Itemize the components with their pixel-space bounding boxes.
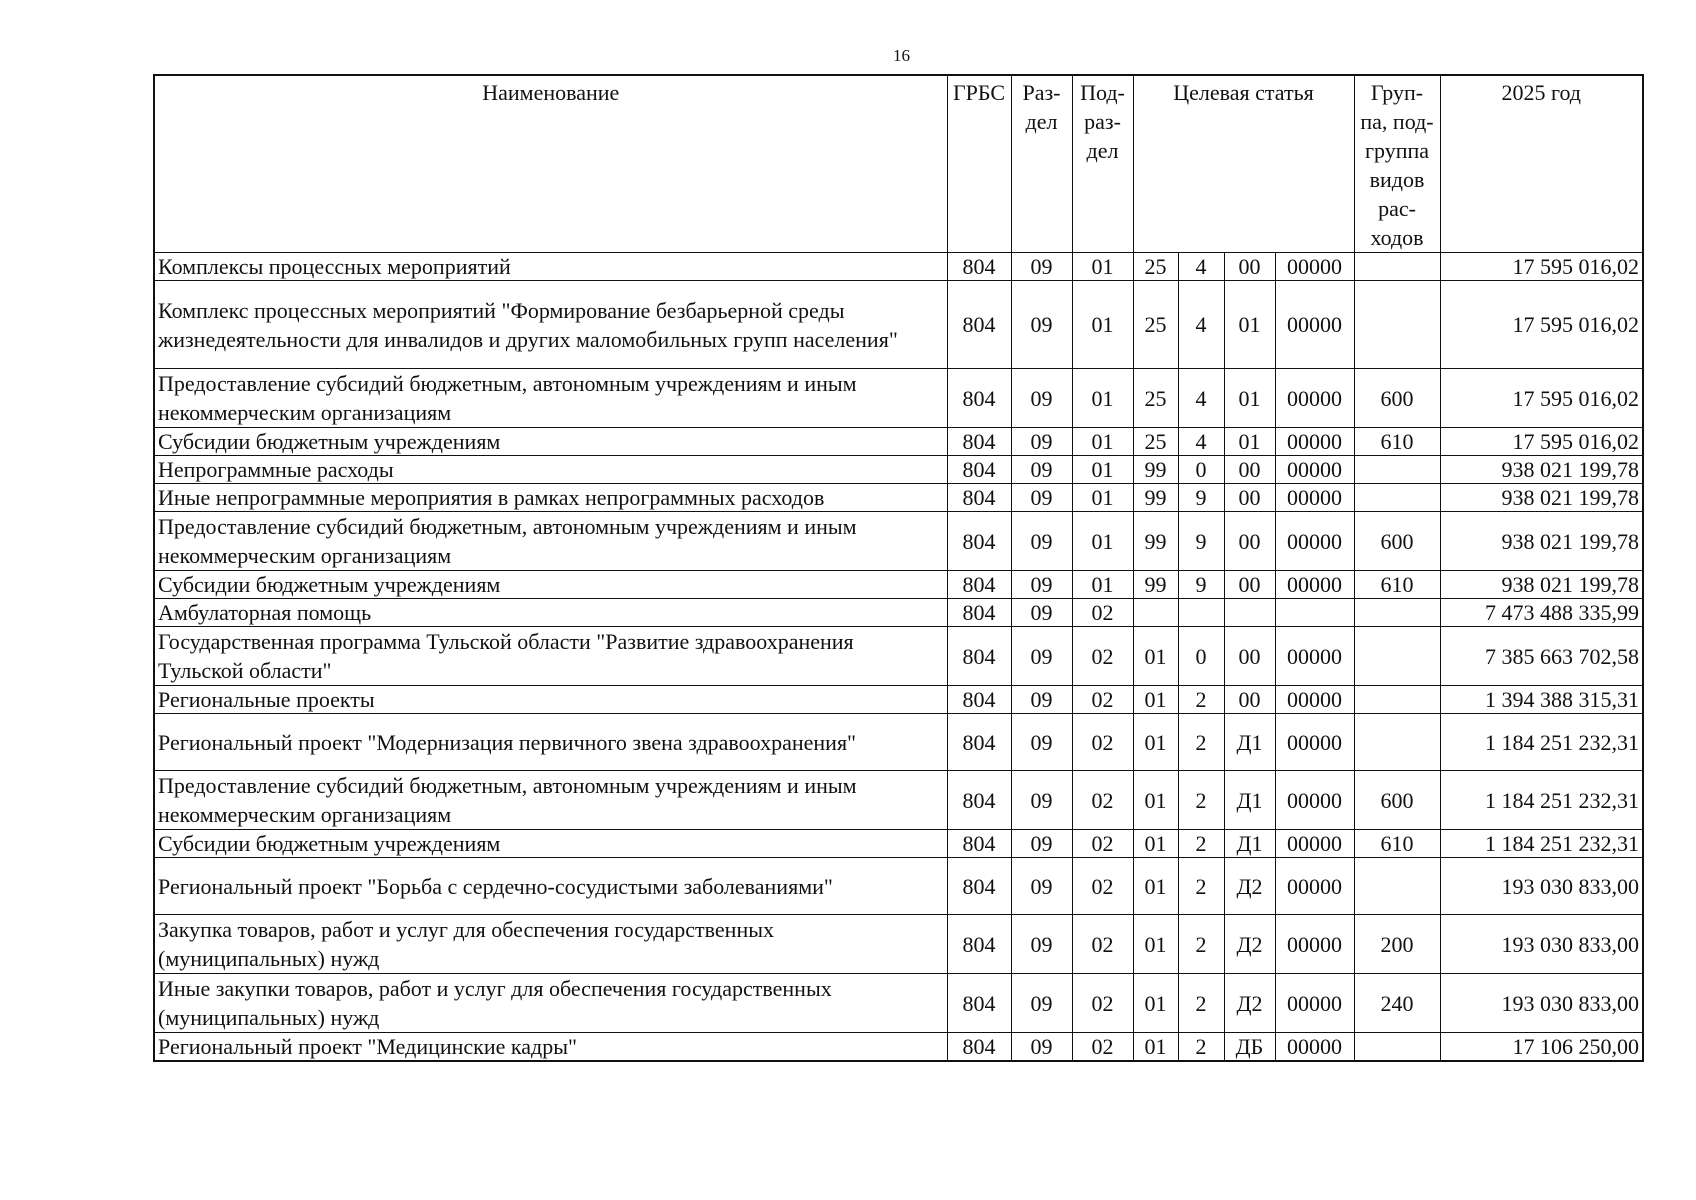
cell-grbs: 804 (947, 830, 1011, 858)
cell-amount-2025: 17 595 016,02 (1440, 253, 1643, 281)
cell-expense-group (1354, 484, 1440, 512)
header-grbs: ГРБС (947, 75, 1011, 253)
cell-podrazdel: 02 (1072, 1033, 1133, 1062)
header-year-2025: 2025 год (1440, 75, 1643, 253)
cell-podrazdel: 02 (1072, 627, 1133, 686)
cell-name: Иные закупки товаров, работ и услуг для обеспечения государственных (муниципальных) нужд (154, 974, 947, 1033)
cell-grbs: 804 (947, 627, 1011, 686)
cell-target-direction: 00000 (1275, 281, 1354, 369)
cell-razdel: 09 (1011, 484, 1072, 512)
header-podrazdel: Под- раз- дел (1072, 75, 1133, 253)
cell-target-direction: 00000 (1275, 253, 1354, 281)
cell-target-event (1224, 599, 1275, 627)
header-name: Наименование (154, 75, 947, 253)
cell-target-program: 01 (1133, 974, 1178, 1033)
cell-podrazdel: 01 (1072, 428, 1133, 456)
cell-target-type: 2 (1178, 1033, 1224, 1062)
cell-expense-group: 200 (1354, 915, 1440, 974)
cell-target-type: 9 (1178, 571, 1224, 599)
cell-amount-2025: 938 021 199,78 (1440, 456, 1643, 484)
cell-expense-group (1354, 456, 1440, 484)
table-row (154, 627, 1643, 686)
cell-target-type: 2 (1178, 858, 1224, 915)
cell-target-direction: 00000 (1275, 428, 1354, 456)
cell-expense-group: 610 (1354, 428, 1440, 456)
cell-target-direction: 00000 (1275, 627, 1354, 686)
cell-target-type: 9 (1178, 512, 1224, 571)
cell-target-direction: 00000 (1275, 512, 1354, 571)
cell-grbs: 804 (947, 369, 1011, 428)
cell-amount-2025: 17 595 016,02 (1440, 281, 1643, 369)
table-row (154, 714, 1643, 771)
cell-grbs: 804 (947, 599, 1011, 627)
cell-amount-2025: 1 394 388 315,31 (1440, 686, 1643, 714)
cell-name: Региональный проект "Модернизация первичного звена здравоохранения" (154, 714, 947, 771)
cell-name: Субсидии бюджетным учреждениям (154, 830, 947, 858)
cell-podrazdel: 02 (1072, 771, 1133, 830)
cell-podrazdel: 02 (1072, 714, 1133, 771)
cell-name: Иные непрограммные мероприятия в рамках непрограммных расходов (154, 484, 947, 512)
cell-target-type: 4 (1178, 369, 1224, 428)
cell-target-type: 4 (1178, 428, 1224, 456)
cell-razdel: 09 (1011, 456, 1072, 484)
cell-target-type: 9 (1178, 484, 1224, 512)
table-row (154, 428, 1643, 456)
cell-target-event: Д1 (1224, 714, 1275, 771)
cell-podrazdel: 01 (1072, 512, 1133, 571)
cell-target-event: 00 (1224, 456, 1275, 484)
cell-target-program: 01 (1133, 1033, 1178, 1062)
cell-amount-2025: 938 021 199,78 (1440, 484, 1643, 512)
cell-expense-group (1354, 1033, 1440, 1062)
cell-expense-group (1354, 281, 1440, 369)
cell-target-event: 00 (1224, 627, 1275, 686)
cell-amount-2025: 193 030 833,00 (1440, 858, 1643, 915)
cell-target-direction: 00000 (1275, 858, 1354, 915)
cell-target-direction: 00000 (1275, 830, 1354, 858)
cell-podrazdel: 01 (1072, 571, 1133, 599)
cell-razdel: 09 (1011, 1033, 1072, 1062)
table-row (154, 858, 1643, 915)
cell-target-event: Д1 (1224, 830, 1275, 858)
cell-podrazdel: 01 (1072, 456, 1133, 484)
cell-amount-2025: 17 106 250,00 (1440, 1033, 1643, 1062)
cell-name: Комплекс процессных мероприятий "Формирование безбарьерной среды жизнедеятельности для инвалидов и других маломобильных групп населения" (154, 281, 947, 369)
cell-target-event: ДБ (1224, 1033, 1275, 1062)
table-row (154, 484, 1643, 512)
cell-target-direction (1275, 599, 1354, 627)
cell-grbs: 804 (947, 686, 1011, 714)
cell-target-program: 99 (1133, 456, 1178, 484)
cell-target-program: 25 (1133, 369, 1178, 428)
cell-target-type: 0 (1178, 627, 1224, 686)
header-expense-group: Груп- па, под- группа видов рас- ходов (1354, 75, 1440, 253)
cell-name: Региональный проект "Медицинские кадры" (154, 1033, 947, 1062)
table-body (154, 253, 1643, 1062)
cell-grbs: 804 (947, 484, 1011, 512)
cell-target-event: 01 (1224, 281, 1275, 369)
cell-expense-group: 600 (1354, 369, 1440, 428)
cell-target-type: 4 (1178, 281, 1224, 369)
cell-target-type: 2 (1178, 830, 1224, 858)
cell-target-program: 99 (1133, 512, 1178, 571)
cell-target-direction: 00000 (1275, 571, 1354, 599)
cell-target-direction: 00000 (1275, 1033, 1354, 1062)
cell-target-type: 2 (1178, 714, 1224, 771)
table-row (154, 686, 1643, 714)
cell-razdel: 09 (1011, 627, 1072, 686)
cell-grbs: 804 (947, 428, 1011, 456)
cell-amount-2025: 193 030 833,00 (1440, 974, 1643, 1033)
cell-target-type: 2 (1178, 686, 1224, 714)
cell-target-direction: 00000 (1275, 484, 1354, 512)
cell-grbs: 804 (947, 571, 1011, 599)
cell-expense-group (1354, 858, 1440, 915)
table-row (154, 915, 1643, 974)
cell-podrazdel: 02 (1072, 858, 1133, 915)
cell-grbs: 804 (947, 771, 1011, 830)
cell-name: Предоставление субсидий бюджетным, автономным учреждениям и иным некоммерческим организациям (154, 512, 947, 571)
cell-target-program: 99 (1133, 484, 1178, 512)
cell-podrazdel: 02 (1072, 686, 1133, 714)
cell-amount-2025: 938 021 199,78 (1440, 512, 1643, 571)
cell-expense-group (1354, 599, 1440, 627)
table-row (154, 599, 1643, 627)
cell-target-event: Д2 (1224, 974, 1275, 1033)
table-row (154, 1033, 1643, 1062)
cell-amount-2025: 938 021 199,78 (1440, 571, 1643, 599)
cell-grbs: 804 (947, 512, 1011, 571)
table-row (154, 369, 1643, 428)
cell-grbs: 804 (947, 858, 1011, 915)
cell-expense-group: 600 (1354, 771, 1440, 830)
cell-amount-2025: 17 595 016,02 (1440, 369, 1643, 428)
cell-razdel: 09 (1011, 771, 1072, 830)
cell-name: Государственная программа Тульской области "Развитие здравоохранения Тульской области" (154, 627, 947, 686)
cell-grbs: 804 (947, 1033, 1011, 1062)
cell-razdel: 09 (1011, 281, 1072, 369)
table-row (154, 974, 1643, 1033)
cell-target-direction: 00000 (1275, 456, 1354, 484)
table-row (154, 456, 1643, 484)
cell-target-event: 00 (1224, 253, 1275, 281)
cell-grbs: 804 (947, 253, 1011, 281)
cell-razdel: 09 (1011, 830, 1072, 858)
cell-name: Предоставление субсидий бюджетным, автономным учреждениям и иным некоммерческим организациям (154, 771, 947, 830)
cell-grbs: 804 (947, 714, 1011, 771)
cell-razdel: 09 (1011, 686, 1072, 714)
cell-target-program: 01 (1133, 686, 1178, 714)
cell-expense-group: 600 (1354, 512, 1440, 571)
cell-razdel: 09 (1011, 714, 1072, 771)
cell-expense-group (1354, 253, 1440, 281)
cell-target-program: 25 (1133, 281, 1178, 369)
cell-target-program: 01 (1133, 830, 1178, 858)
cell-podrazdel: 02 (1072, 915, 1133, 974)
cell-name: Предоставление субсидий бюджетным, автономным учреждениям и иным некоммерческим организациям (154, 369, 947, 428)
cell-target-direction: 00000 (1275, 771, 1354, 830)
header-row (154, 75, 1643, 253)
table-row (154, 830, 1643, 858)
header-razdel: Раз- дел (1011, 75, 1072, 253)
cell-target-type: 2 (1178, 771, 1224, 830)
cell-target-event: 00 (1224, 686, 1275, 714)
cell-grbs: 804 (947, 974, 1011, 1033)
cell-name: Закупка товаров, работ и услуг для обеспечения государственных (муниципальных) нужд (154, 915, 947, 974)
cell-razdel: 09 (1011, 974, 1072, 1033)
cell-target-type: 2 (1178, 974, 1224, 1033)
cell-target-direction: 00000 (1275, 714, 1354, 771)
cell-expense-group: 610 (1354, 830, 1440, 858)
cell-amount-2025: 7 473 488 335,99 (1440, 599, 1643, 627)
table-row (154, 253, 1643, 281)
cell-target-type (1178, 599, 1224, 627)
cell-name: Субсидии бюджетным учреждениям (154, 428, 947, 456)
table-row (154, 571, 1643, 599)
cell-target-type: 2 (1178, 915, 1224, 974)
cell-expense-group (1354, 686, 1440, 714)
cell-grbs: 804 (947, 915, 1011, 974)
cell-amount-2025: 1 184 251 232,31 (1440, 771, 1643, 830)
cell-amount-2025: 1 184 251 232,31 (1440, 714, 1643, 771)
cell-target-direction: 00000 (1275, 686, 1354, 714)
cell-razdel: 09 (1011, 253, 1072, 281)
cell-podrazdel: 01 (1072, 484, 1133, 512)
cell-razdel: 09 (1011, 428, 1072, 456)
cell-target-program: 01 (1133, 714, 1178, 771)
cell-target-direction: 00000 (1275, 369, 1354, 428)
cell-target-direction: 00000 (1275, 915, 1354, 974)
cell-amount-2025: 17 595 016,02 (1440, 428, 1643, 456)
cell-podrazdel: 02 (1072, 974, 1133, 1033)
cell-target-program: 99 (1133, 571, 1178, 599)
budget-table (153, 74, 1644, 1062)
cell-name: Непрограммные расходы (154, 456, 947, 484)
cell-target-event: Д2 (1224, 915, 1275, 974)
cell-target-event: 00 (1224, 484, 1275, 512)
cell-target-event: 00 (1224, 512, 1275, 571)
cell-razdel: 09 (1011, 858, 1072, 915)
cell-grbs: 804 (947, 456, 1011, 484)
table-row (154, 512, 1643, 571)
cell-target-program: 01 (1133, 627, 1178, 686)
cell-name: Амбулаторная помощь (154, 599, 947, 627)
cell-target-program (1133, 599, 1178, 627)
cell-razdel: 09 (1011, 915, 1072, 974)
cell-expense-group: 610 (1354, 571, 1440, 599)
cell-name: Субсидии бюджетным учреждениям (154, 571, 947, 599)
cell-amount-2025: 7 385 663 702,58 (1440, 627, 1643, 686)
cell-grbs: 804 (947, 281, 1011, 369)
cell-amount-2025: 193 030 833,00 (1440, 915, 1643, 974)
header-target-article: Целевая статья (1133, 75, 1354, 253)
cell-expense-group: 240 (1354, 974, 1440, 1033)
cell-razdel: 09 (1011, 512, 1072, 571)
cell-expense-group (1354, 627, 1440, 686)
cell-name: Комплексы процессных мероприятий (154, 253, 947, 281)
cell-podrazdel: 01 (1072, 281, 1133, 369)
cell-target-type: 4 (1178, 253, 1224, 281)
cell-podrazdel: 01 (1072, 369, 1133, 428)
table-row (154, 281, 1643, 369)
cell-target-program: 01 (1133, 858, 1178, 915)
cell-podrazdel: 02 (1072, 830, 1133, 858)
cell-name: Региональные проекты (154, 686, 947, 714)
cell-target-event: 01 (1224, 369, 1275, 428)
cell-target-program: 25 (1133, 428, 1178, 456)
cell-target-program: 01 (1133, 915, 1178, 974)
cell-podrazdel: 02 (1072, 599, 1133, 627)
cell-amount-2025: 1 184 251 232,31 (1440, 830, 1643, 858)
cell-name: Региональный проект "Борьба с сердечно-сосудистыми заболеваниями" (154, 858, 947, 915)
cell-target-program: 01 (1133, 771, 1178, 830)
cell-podrazdel: 01 (1072, 253, 1133, 281)
cell-expense-group (1354, 714, 1440, 771)
cell-razdel: 09 (1011, 571, 1072, 599)
cell-target-event: 00 (1224, 571, 1275, 599)
page-number: 16 (893, 46, 910, 65)
cell-razdel: 09 (1011, 369, 1072, 428)
cell-target-event: 01 (1224, 428, 1275, 456)
cell-target-event: Д2 (1224, 858, 1275, 915)
cell-target-event: Д1 (1224, 771, 1275, 830)
cell-target-type: 0 (1178, 456, 1224, 484)
cell-target-program: 25 (1133, 253, 1178, 281)
cell-razdel: 09 (1011, 599, 1072, 627)
cell-target-direction: 00000 (1275, 974, 1354, 1033)
table-row (154, 771, 1643, 830)
